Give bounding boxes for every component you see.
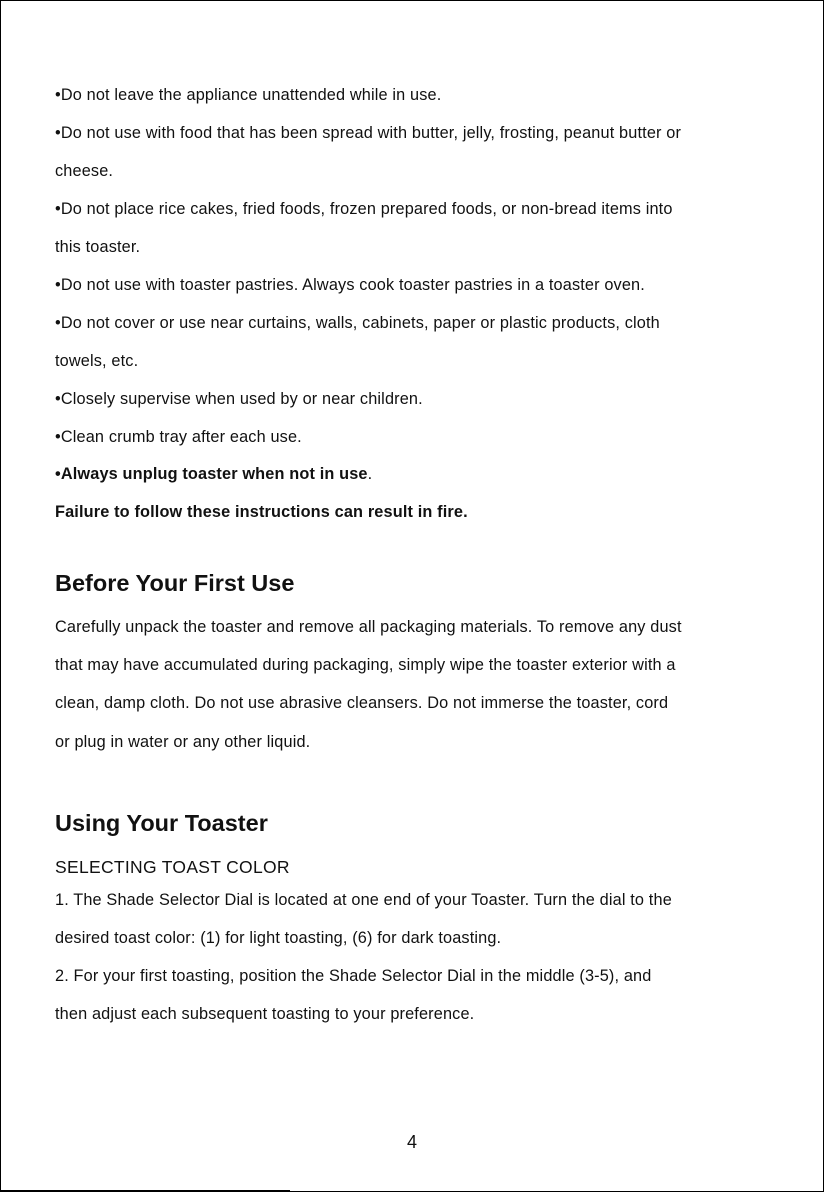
first-use-line: Carefully unpack the toaster and remove all packaging materials. To remove any dust: [55, 618, 682, 636]
safety-line: •Clean crumb tray after each use.: [55, 428, 302, 446]
safety-line: •Do not cover or use near curtains, walls, cabinets, paper or plastic products, cloth: [55, 314, 660, 332]
subheading-toast-color: SELECTING TOAST COLOR: [55, 857, 290, 877]
section-heading-using: Using Your Toaster: [55, 810, 268, 836]
using-line: desired toast color: (1) for light toasting, (6) for dark toasting.: [55, 929, 502, 947]
safety-line: this toaster.: [55, 238, 141, 256]
safety-line: •Do not place rice cakes, fried foods, frozen prepared foods, or non-bread items into: [55, 200, 673, 218]
safety-line: •Closely supervise when used by or near children.: [55, 390, 423, 408]
safety-line: •Do not use with food that has been spread with butter, jelly, frosting, peanut butter or: [55, 124, 682, 142]
safety-line: •Do not leave the appliance unattended while in use.: [55, 86, 442, 104]
unplug-warning-period: .: [367, 465, 373, 483]
safety-line: towels, etc.: [55, 352, 139, 370]
using-line: then adjust each subsequent toasting to your preference.: [55, 1005, 475, 1023]
first-use-line: clean, damp cloth. Do not use abrasive cleansers. Do not immerse the toaster, cord: [55, 694, 669, 712]
section-heading-first-use: Before Your First Use: [55, 570, 295, 596]
fire-warning: Failure to follow these instructions can result in fire.: [55, 503, 468, 521]
unplug-warning: [55, 464, 372, 484]
using-line: 2. For your first toasting, position the Shade Selector Dial in the middle (3-5), and: [55, 967, 652, 985]
first-use-line: or plug in water or any other liquid.: [55, 733, 311, 751]
safety-line: •Do not use with toaster pastries. Always cook toaster pastries in a toaster oven.: [55, 276, 645, 294]
using-line: 1. The Shade Selector Dial is located at one end of your Toaster. Turn the dial to the: [55, 891, 672, 909]
page-number: 4: [406, 1132, 417, 1152]
safety-line: cheese.: [55, 162, 114, 180]
unplug-warning-bold: •Always unplug toaster when not in use: [55, 465, 368, 483]
first-use-line: that may have accumulated during packaging, simply wipe the toaster exterior with a: [55, 656, 676, 674]
